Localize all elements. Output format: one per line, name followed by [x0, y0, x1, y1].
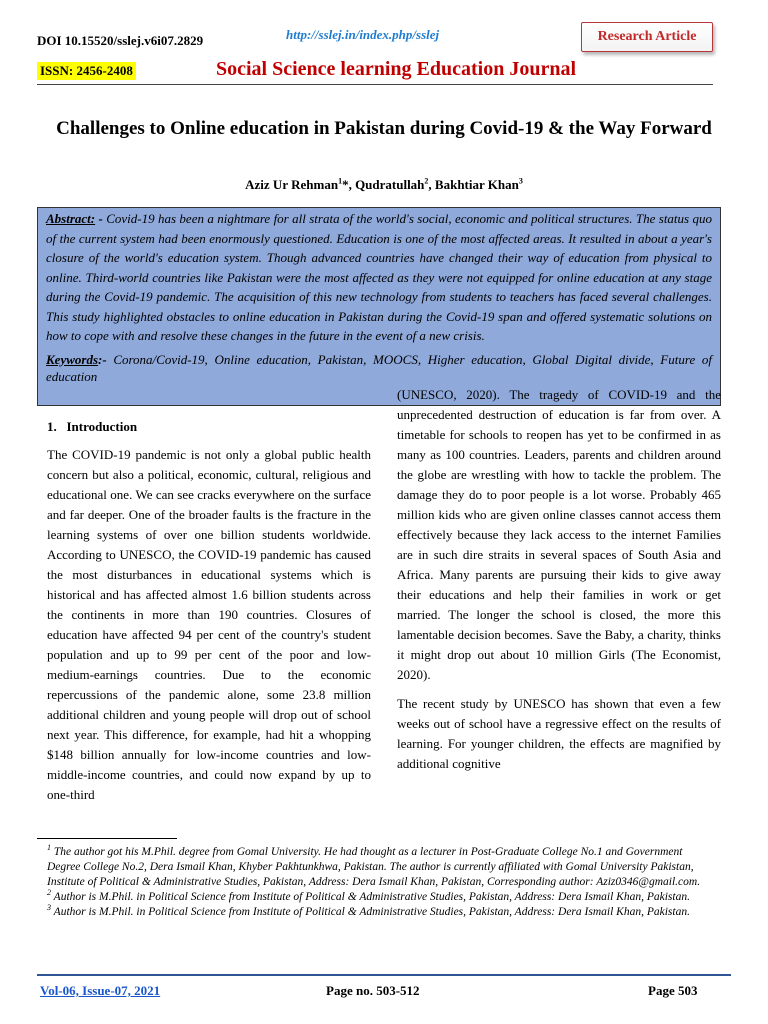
footer-divider [37, 974, 731, 976]
author-list [37, 177, 731, 193]
journal-name: Social Science learning Education Journal [216, 58, 577, 80]
footnote-mark: 1 [47, 843, 51, 853]
abstract-dash: - [95, 211, 107, 226]
author-name: Qudratullah [355, 177, 425, 192]
paper-title: Challenges to Online education in Pakistan during Covid-19 & the Way Forward [56, 118, 712, 139]
research-article-badge: Research Article [581, 22, 713, 52]
keywords-text: Corona/Covid-19, Online education, Pakistan, MOOCS, Higher education, Global Digital divide, Future of education [46, 351, 712, 384]
issn-label: ISSN: 2456-2408 [37, 62, 136, 80]
doi-label: DOI 10.15520/sslej.v6i07.2829 [37, 33, 204, 48]
introduction-heading: 1. Introduction [47, 419, 138, 434]
abstract-paragraph [46, 209, 712, 346]
keywords-label: Keywords [46, 351, 98, 367]
body-paragraph: (UNESCO, 2020). The tragedy of COVID-19 and the unprecedented destruction of education is far from over. A timetable for schools to reopen has yet to be confirmed in as many as 100 countries. Leaders, parents and children around the globe are wrestling with how to tackle the problem. The damage they do to poor people is a lot worse. Probably 465 million kids who are given online classes cannot access them effectively because they lack access to the internet Families are in such dire straits in several spaces of South Asia and Africa. Many parents are pursuing their kids to give away their educations and help their families in work or get married. The longer the school is closed, the more this lamentable decision becomes. Save the Baby, a charity, thinks it might drop out about 10 million Girls (The Economist, 2020). [397, 387, 721, 682]
right-column [397, 385, 721, 774]
keywords-paragraph [46, 351, 712, 386]
body-paragraph: The COVID-19 pandemic is not only a global public health concern but also a political, economic, cultural, religious and educational one. We can see cracks everywhere on the surface and far deeper. One of the broader faults is the fracture in the learning systems of over one billion students worldwide. According to UNESCO, the COVID-19 pandemic has caused the most disturbances in educational systems which is historical and has affected almost 1.6 billion students across the continents in more than 190 countries. Closures of education have affected 94 per cent of the country's student population and up to 99 per cent of the poor and low-medium-earnings countries. Due to the economic repercussions of the pandemic alone, some 23.8 million additional children and young people will drop out of school next year. This difference, for example, had hit a whopping $148 billion annually for low-income countries and low-middle-income countries, and could now expand by up to one-third [47, 447, 371, 802]
footnote-text: Author is M.Phil. in Political Science from Institute of Political & Administrative Studies, Pakistan, Address: Dera Ismail Khan, Pakistan. [51, 906, 690, 918]
footnote-mark: 2 [47, 888, 51, 898]
author-affiliation-mark: 2 [424, 176, 429, 186]
footnote [47, 890, 715, 905]
body-paragraph: The recent study by UNESCO has shown that even a few weeks out of school have a regressive effect on the results of learning. For younger children, the effects are magnified by additional cognitive [397, 696, 721, 771]
volume-issue-link[interactable]: Vol-06, Issue-07, 2021 [40, 983, 161, 998]
author-name: Aziz Ur Rehman [245, 177, 339, 192]
footnote-text: The author got his M.Phil. degree from Gomal University. He had thought as a lecturer in Post-Graduate College No.1 and Government Degree College No.2, Dera Ismail Khan, Khyber Pakhtunkhwa, Pakistan. The author is currently affiliated with Gomal University Pakistan, Institute of Political & Administrative Studies, Pakistan, Address: Dera Ismail Khan, Pakistan, Corresponding author: Aziz0346@gmail.com. [47, 846, 701, 888]
page-range: Page no. 503-512 [326, 983, 420, 998]
abstract-label: Abstract: [46, 211, 96, 226]
left-column [47, 417, 371, 805]
author-affiliation-mark: 3 [518, 176, 523, 186]
abstract-box [37, 207, 721, 406]
footnote-text: Author is M.Phil. in Political Science from Institute of Political & Administrative Studies, Pakistan, Address: Dera Ismail Khan, Pakistan. [51, 891, 690, 903]
footnote [47, 845, 715, 890]
abstract-text: Covid-19 has been a nightmare for all strata of the world's social, economic and political structures. The status quo of the current system had been enormously questioned. Education is one of the most affected areas. It resulted in about a year's closure of the world's education system. Though advanced countries have changed their way of education from physical to online. Third-world countries like Pakistan were the most affected as they were not equipped for online education at any stage during the Covid-19 pandemic. The acquisition of this new technology from students to teachers has faced several challenges. This study highlighted obstacles to online education in Pakistan during the Covid-19 span and offered systematic solutions on how to cope with and resolve these changes in the future in the event of a new crisis. [46, 211, 712, 343]
footnote [47, 905, 715, 920]
footnotes [47, 845, 715, 920]
author-separator: , [428, 177, 435, 192]
journal-url-link[interactable]: http://sslej.in/index.php/sslej [286, 27, 440, 42]
keywords-separator: :- [98, 351, 114, 367]
header-divider [37, 84, 713, 85]
footnote-divider [37, 838, 177, 839]
author-affiliation-mark: 1 [338, 176, 343, 186]
footnote-mark: 3 [47, 903, 51, 913]
author-separator: *, [342, 177, 356, 192]
page-number: Page 503 [648, 983, 698, 998]
author-name: Bakhtiar Khan [434, 177, 519, 192]
